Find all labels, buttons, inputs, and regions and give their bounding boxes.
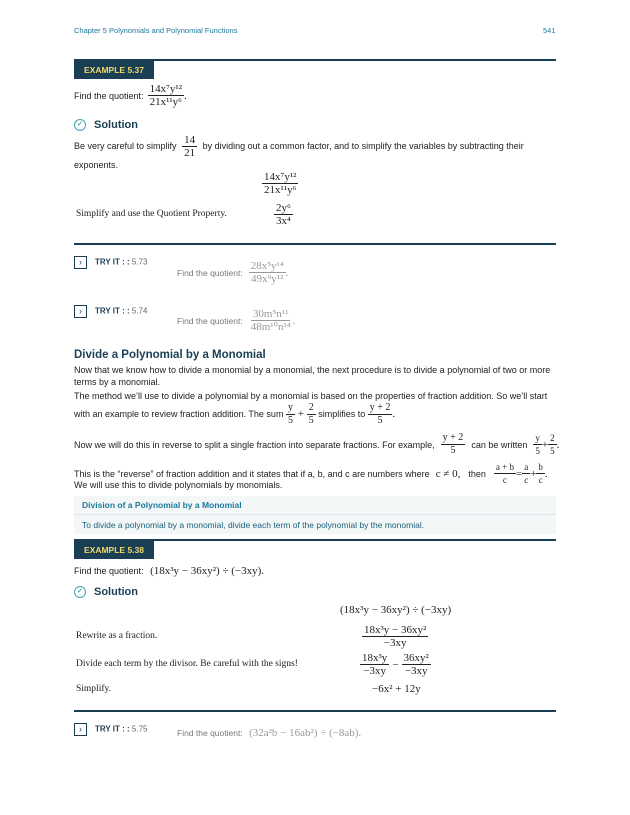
fraction-denominator: 3x⁴: [276, 215, 291, 227]
fraction-denominator: −3xy: [363, 665, 387, 677]
try-label: TRY IT : :: [95, 306, 130, 316]
try-574-prompt: Find the quotient: $\frac{\text{30m⁵n¹¹}}{\text{48m¹⁰n¹⁴}}$ .: [177, 308, 296, 333]
example-tag: EXAMPLE 5.38: [74, 541, 154, 559]
fraction-denominator: 21: [184, 147, 196, 159]
prompt-text: Find the quotient:: [177, 315, 243, 326]
step3-label: Simplify.: [76, 684, 112, 694]
fraction-denominator: 21x¹¹y⁶: [264, 184, 297, 196]
section-paragraph-2: The method we’ll use to divide a polynomial by a monomial is based on the properties of fraction addition. So we’ll start with an example to review fraction addition. The sum $\frac{y}{5}$ + $\frac{2}{5}$ simplifies to $\frac{y + 2}{5}$ .: [74, 391, 548, 426]
example-prompt: Find the quotient: $\frac{\text{14x⁷y¹²}}{\text{21x¹¹y⁶}}$ .: [74, 83, 187, 108]
fraction: $\frac{2}{5}$: [550, 433, 555, 456]
fraction-numerator: 2y⁶: [276, 202, 291, 214]
try-575-prompt: [177, 727, 361, 739]
fraction-denominator: 49x⁹y¹²: [250, 273, 284, 285]
step2-label: Simplify and use the Quotient Property.: [76, 209, 227, 219]
fraction: $\frac{y + 2}{5}$: [369, 402, 391, 426]
try-label: TRY IT : :: [95, 724, 130, 734]
fraction: $\frac{a + b}{c}$: [495, 462, 514, 485]
solution-label: Solution: [94, 586, 138, 598]
section-paragraph-4: This is the “reverse” of fraction addition and it states that if a, b, and c are numbers where c ≠ 0, then $\frac{a + b}{c}$ = $\frac{a}{c}$ + $\frac{b}{c}$ .: [74, 462, 548, 485]
section-paragraph-5: We will use this to divide polynomials by monomials.: [74, 480, 283, 490]
step0-expression: (18x³y − 36xy²) ÷ (−3xy): [340, 604, 452, 616]
step1-fraction: [262, 171, 298, 196]
prompt-text: Find the quotient:: [74, 566, 144, 576]
fraction-denominator: −3xy: [383, 637, 407, 649]
fraction-numerator: 36xy²: [403, 652, 429, 664]
section-paragraph-1: Now that we know how to divide a monomial by a monomial, the next procedure is to divide a polynomial of two or more terms by a monomial.: [74, 365, 551, 387]
try-number: 5.74: [131, 306, 148, 316]
fraction-denominator: −3xy: [404, 665, 428, 677]
text-part: The method we’ll use to divide a polynomial by a monomial is based on the properties of fraction addition. So we’ll start with an example to review fraction addition. The sum: [74, 391, 548, 419]
chevron-right-icon[interactable]: ›: [74, 305, 87, 318]
step1-fraction: [362, 624, 428, 649]
step2-fractions: $\frac{\text{18x³y}}{-3xy}$ − $\frac{\text{36xy²}}{-3xy}$: [362, 652, 429, 677]
text-part: by dividing out a common factor, and to simplify the variables by subtracting their exponents.: [74, 140, 524, 170]
check-icon: ✓: [74, 586, 86, 598]
text-part: Be very careful to simplify: [74, 140, 177, 151]
chevron-right-icon[interactable]: ›: [74, 256, 87, 269]
expression: (32a²b − 16ab²) ÷ (−8ab).: [249, 727, 362, 739]
fraction-numerator: 14x⁷y¹²: [149, 83, 182, 95]
note-text: To divide a polynomial by a monomial, divide each term of the polynomial by the monomial.: [82, 520, 425, 530]
section-separator: [74, 710, 556, 712]
step1-label: Rewrite as a fraction.: [76, 631, 158, 641]
prompt-text: Find the quotient:: [177, 267, 243, 278]
try-it-575: [74, 723, 147, 736]
quotient-fraction: [148, 83, 184, 108]
section-paragraph-3: Now we will do this in reverse to split a single fraction into separate fractions. For example, $\frac{y + 2}{5}$ can be written $\frac{y}{5}$ + $\frac{2}{5}$ .: [74, 432, 560, 456]
note-title: Division of a Polynomial by a Monomial: [82, 500, 242, 510]
fraction: $\frac{y}{5}$: [287, 402, 293, 426]
fraction: $\frac{a}{c}$: [524, 462, 529, 485]
fraction-denominator: 21x¹¹y⁶: [149, 96, 182, 108]
fraction: $\frac{y + 2}{5}$: [442, 432, 464, 456]
fraction-denominator: 48m¹⁰n¹⁴: [250, 321, 291, 333]
expression: (18x³y − 36xy²) ÷ (−3xy).: [150, 565, 265, 577]
fraction-numerator: 28x⁵y¹⁴: [250, 260, 284, 272]
solution-label: Solution: [94, 119, 138, 131]
fraction: $\frac{y}{5}$: [535, 433, 540, 456]
try-573-prompt: Find the quotient: $\frac{\text{28x⁵y¹⁴}}{\text{49x⁹y¹²}}$ .: [177, 260, 289, 285]
text-part: Now we will do this in reverse to split a single fraction into separate fractions. For example,: [74, 439, 435, 450]
common-factor-fraction: [182, 134, 197, 159]
fraction-numerator: 18x³y: [362, 652, 388, 664]
solution-heading: [74, 119, 138, 131]
try-fraction: [249, 260, 286, 285]
solution-heading: [74, 586, 138, 598]
step2-label: Divide each term by the divisor. Be careful with the signs!: [76, 659, 298, 669]
fraction-numerator: 18x³y − 36xy²: [364, 624, 427, 636]
check-icon: ✓: [74, 119, 86, 131]
page-number: 541: [543, 26, 556, 35]
text-part: can be written: [471, 439, 528, 450]
try-number: 5.75: [131, 724, 148, 734]
step2-fraction: [274, 202, 293, 227]
chevron-right-icon[interactable]: ›: [74, 723, 87, 736]
fraction-numerator: 30m⁵n¹¹: [252, 308, 289, 320]
text-part: then: [468, 468, 486, 479]
example-tag: EXAMPLE 5.37: [74, 61, 154, 79]
fraction: $\frac{2}{5}$: [308, 402, 314, 426]
section-title: Divide a Polynomial by a Monomial: [74, 349, 266, 361]
condition: c ≠ 0,: [435, 467, 461, 480]
fraction: $\frac{b}{c}$: [538, 462, 543, 485]
text-part: simplifies to: [318, 408, 366, 419]
note-box: [74, 496, 556, 534]
try-fraction: [249, 308, 293, 333]
prompt-text: Find the quotient:: [74, 90, 144, 101]
try-it-573: [74, 256, 147, 269]
try-label: TRY IT : :: [95, 257, 130, 267]
prompt-text: Find the quotient:: [177, 728, 243, 738]
running-header: Chapter 5 Polynomials and Polynomial Functions: [74, 26, 238, 35]
example-prompt: [74, 565, 264, 577]
try-number: 5.73: [131, 257, 148, 267]
step3-result: −6x² + 12y: [372, 683, 421, 695]
try-it-574: [74, 305, 147, 318]
fraction-numerator: 14: [184, 134, 196, 146]
section-separator: [74, 243, 556, 245]
solution-text: [74, 134, 556, 171]
fraction-numerator: 14x⁷y¹²: [264, 171, 297, 183]
text-part: This is the “reverse” of fraction addition and it states that if a, b, and c are numbers where: [74, 468, 430, 479]
